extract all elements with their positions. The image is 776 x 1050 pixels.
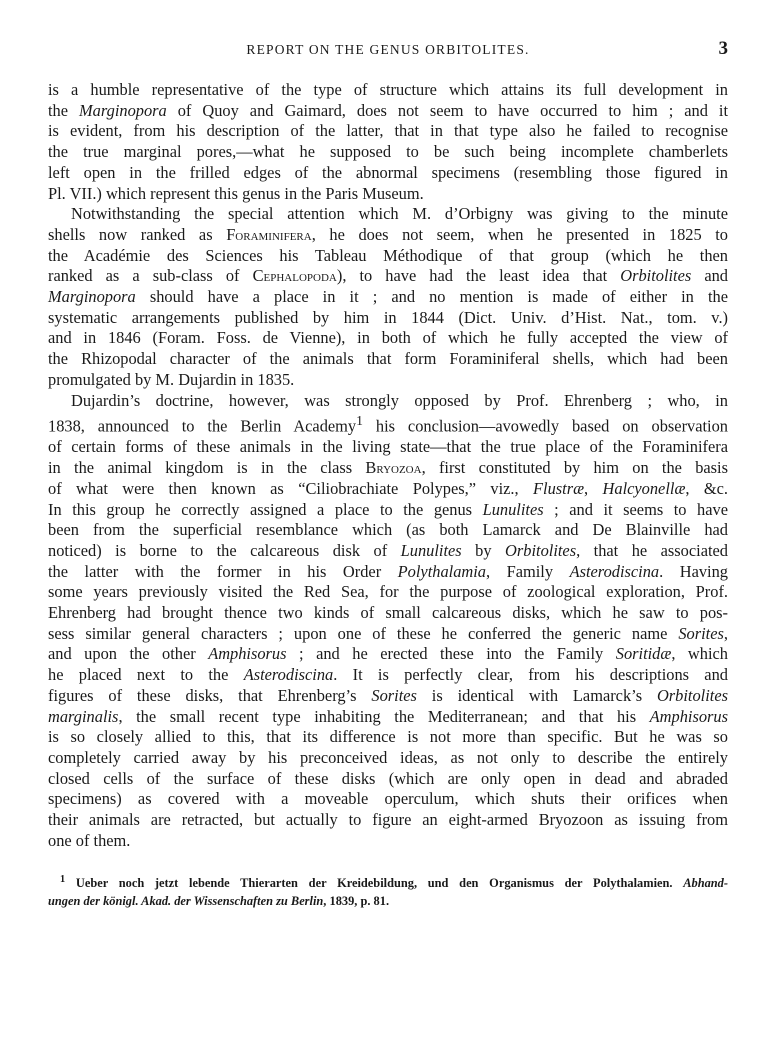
text-line: systematic arrangements published by him in 1844 (Dict. Univ. d’Hist. Nat., tom. v.) — [48, 307, 728, 327]
paragraph-3 — [48, 391, 728, 852]
text-line: figures of these disks, that Ehrenberg’s Sorites is identical with Lamarck’s Orbitolites — [48, 685, 728, 705]
text-line: the latter with the former in his Order Polythalamia, Family Asterodiscina. Having — [48, 561, 728, 581]
text-line: Notwithstanding the special attention which M. d’Orbigny was giving to the minute — [71, 204, 728, 224]
paragraph-2 — [48, 204, 728, 390]
footnote-line: ungen der königl. Akad. der Wissenschaften zu Berlin, 1839, p. 81. — [48, 893, 390, 908]
text-line: and in 1846 (Foram. Foss. de Vienne), in both of which he fully accepted the view of — [48, 328, 728, 348]
text-line: the Marginopora of Quoy and Gaimard, does not seem to have occurred to him ; and it — [48, 100, 728, 120]
text-line: the Académie des Sciences his Tableau Méthodique of that group (which he then — [48, 245, 728, 265]
text-line: specimens) as covered with a moveable operculum, which shuts their orifices when — [48, 789, 728, 809]
text-line: some years previously visited the Red Sea, for the purpose of zoological exploration, Prof. — [48, 582, 728, 602]
page-number: 3 — [718, 38, 728, 59]
text-line: Marginopora should have a place in it ; and no mention is made of either in the — [48, 287, 728, 307]
text-line: Ehrenberg had brought thence two kinds of small calcareous disks, which he saw to pos- — [48, 603, 728, 623]
text-line: Dujardin’s doctrine, however, was strongly opposed by Prof. Ehrenberg ; who, in — [71, 390, 728, 410]
page-header — [48, 38, 728, 68]
text-line: of certain forms of these animals in the living state—that the true place of the Foraminifera — [48, 437, 728, 457]
text-line: is so closely allied to this, that its difference is not more than specific. But he was so — [48, 727, 728, 747]
body-text — [48, 80, 728, 851]
text-line: is a humble representative of the type of structure which attains its full development in — [48, 80, 728, 99]
text-line: marginalis, the small recent type inhabiting the Mediterranean; and that his Amphisorus — [48, 706, 728, 726]
text-line: 1838, announced to the Berlin Academy$^1$ his conclusion—avowedly based on observation — [48, 413, 728, 436]
text-line: closed cells of the surface of these disks (which are only open in dead and abraded — [48, 768, 728, 788]
paragraph-1 — [48, 80, 728, 204]
text-line: and upon the other Amphisorus ; and he erected these into the Family Soritidæ, which — [48, 644, 728, 664]
text-line: is evident, from his description of the latter, that in that type also he failed to recognise — [48, 121, 728, 141]
text-line: noticed) is borne to the calcareous disk of Lunulites by Orbitolites, that he associated — [48, 540, 729, 560]
text-line: of what were then known as “Ciliobrachiate Polypes,” viz., Flustræ, Halcyonellæ, &c. — [48, 478, 728, 498]
text-line: one of them. — [48, 830, 131, 850]
text-line: In this group he correctly assigned a place to the genus Lunulites ; and it seems to have — [48, 499, 728, 519]
text-line: been from the superficial resemblance which (as both Lamarck and De Blainville had — [48, 520, 728, 540]
footnote-line: $^1$ Ueber noch jetzt lebende Thierarten der Kreidebildung, und den Organismus der Polythalamien. Abhand- — [60, 874, 728, 891]
text-line: the true marginal pores,—what he supposed to be such being incomplete chamberlets — [48, 142, 728, 162]
text-line: left open in the frilled edges of the abnormal specimens (resembling those figured in — [48, 162, 728, 182]
document-page — [48, 38, 728, 910]
text-line: ranked as a sub-class of Cephalopoda), to have had the least idea that Orbitolites and — [48, 266, 728, 286]
text-line: completely carried away by his preconceived ideas, as not only to describe the entirely — [48, 747, 728, 767]
text-line: in the animal kingdom is in the class Bryozoa, first constituted by him on the basis — [48, 458, 728, 478]
text-line: Pl. VII.) which represent this genus in the Paris Museum. — [48, 183, 424, 203]
text-line: their animals are retracted, but actually to figure an eight-armed Bryozoon as issuing from — [48, 810, 728, 830]
running-title: REPORT ON THE GENUS ORBITOLITES. — [246, 42, 530, 57]
footnote — [48, 871, 728, 909]
text-line: the Rhizopodal character of the animals that form Foraminiferal shells, which had been — [48, 349, 728, 369]
text-line: sess similar general characters ; upon one of these he conferred the generic name Sorites, — [48, 623, 728, 643]
text-line: shells now ranked as Foraminifera, he does not seem, when he presented in 1825 to — [48, 224, 728, 244]
text-line: he placed next to the Asterodiscina. It is perfectly clear, from his descriptions and — [48, 665, 728, 685]
text-line: promulgated by M. Dujardin in 1835. — [48, 369, 295, 389]
